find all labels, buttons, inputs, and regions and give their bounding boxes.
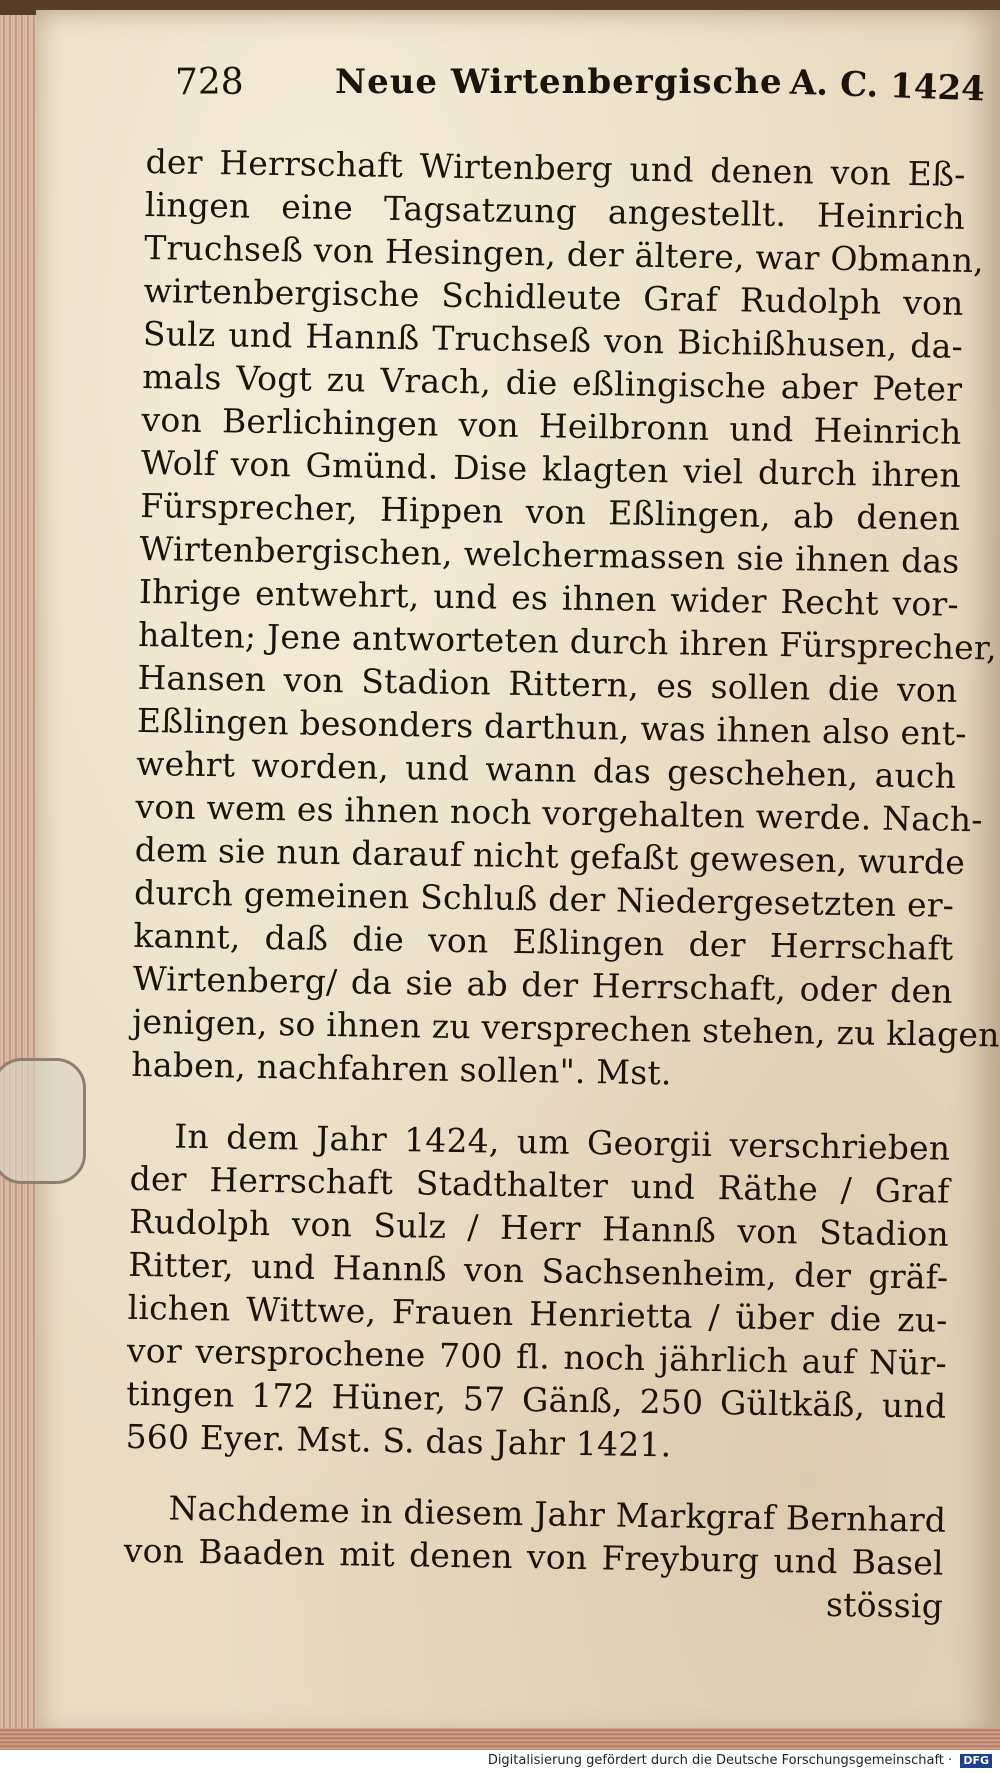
- text-line: Sulz und Hannß Truchseß von Bichißhusen, da-: [142, 313, 964, 366]
- dfg-logo-icon: DFG: [960, 1754, 992, 1768]
- catchword: stössig: [825, 1584, 944, 1626]
- text-line: Wirtenberg/ da sie ab der Herrschaft, oder den: [132, 958, 954, 1011]
- text-line: Fürsprecher, Hippen von Eßlingen, ab denen: [139, 485, 961, 538]
- text-line: wirtenbergische Schidleute Graf Rudolph von: [143, 270, 964, 323]
- text-line: kannt, daß die von Eßlingen der Herrschaft: [133, 915, 954, 968]
- body-text: [123, 140, 1000, 1628]
- text-line: halten; Jene antworteten durch ihren Fürsprecher,: [137, 614, 998, 668]
- text-line: Wirtenbergischen, welchermassen sie ihnen das: [139, 528, 960, 581]
- book-clip: [0, 1058, 86, 1184]
- text-line: vor versprochene 700 fl. noch jährlich auf Nür-: [126, 1330, 948, 1383]
- text-line: durch gemeinen Schluß der Niedergesetzten er-: [133, 872, 955, 925]
- running-header: [175, 62, 985, 112]
- page-number: 728: [175, 62, 244, 103]
- page-edge: [0, 15, 38, 1743]
- running-year: A. C. 1424: [789, 62, 986, 110]
- text-line: tingen 172 Hüner, 57 Gänß, 250 Gültkäß, und: [126, 1373, 947, 1426]
- digitization-credit: [488, 1753, 992, 1768]
- text-line: wehrt worden, und wann das geschehen, auch: [135, 743, 957, 796]
- credit-text: Digitalisierung gefördert durch die Deutsche Forschungsgemeinschaft ·: [487, 1753, 953, 1768]
- text-line: Ritter, und Hannß von Sachsenheim, der gräf-: [128, 1244, 949, 1297]
- page-bottom-edge: [0, 1728, 1000, 1750]
- text-line: mals Vogt zu Vrach, die eßlingische aber Peter: [141, 356, 963, 409]
- text-line: Nachdeme in diesem Jahr Markgraf Bernhard: [168, 1488, 947, 1540]
- running-title: Neue Wirtenbergische: [335, 62, 783, 102]
- text-line: haben, nachfahren sollen". Mst.: [131, 1044, 672, 1093]
- text-line: jenigen, so ihnen zu versprechen stehen, zu klagen: [131, 1001, 1000, 1055]
- text-line: lingen eine Tagsatzung angestellt. Heinrich: [144, 184, 966, 237]
- text-line: lichen Wittwe, Frauen Henrietta / über die zu-: [127, 1287, 948, 1340]
- text-line: Eßlingen besonders darthun, was ihnen also ent-: [136, 700, 967, 753]
- text-line: dem sie nun darauf nicht gefaßt gewesen, wurde: [134, 829, 966, 882]
- text-line: von Baaden mit denen von Freyburg und Basel: [123, 1530, 945, 1583]
- text-line: 560 Eyer. Mst. S. das Jahr 1421.: [125, 1416, 672, 1465]
- text-line: der Herrschaft Wirtenberg und denen von Eß-: [145, 141, 966, 194]
- text-line: der Herrschaft Stadthalter und Räthe / Graf: [129, 1158, 950, 1211]
- text-line: Truchseß von Hesingen, der ältere, war Obmann,: [144, 227, 985, 281]
- text-line: von wem es ihnen noch vorgehalten werde. Nach-: [135, 786, 983, 840]
- text-line: In dem Jahr 1424, um Georgii verschrieben: [174, 1116, 951, 1168]
- text-line: Rudolph von Sulz / Herr Hannß von Stadion: [128, 1201, 950, 1254]
- text-line: Ihrige entwehrt, und es ihnen wider Recht vor-: [138, 571, 960, 624]
- text-line: Hansen von Stadion Rittern, es sollen die von: [137, 657, 958, 710]
- text-line: von Berlichingen von Heilbronn und Heinrich: [141, 399, 962, 452]
- text-line: Wolf von Gmünd. Dise klagten viel durch ihren: [140, 442, 962, 495]
